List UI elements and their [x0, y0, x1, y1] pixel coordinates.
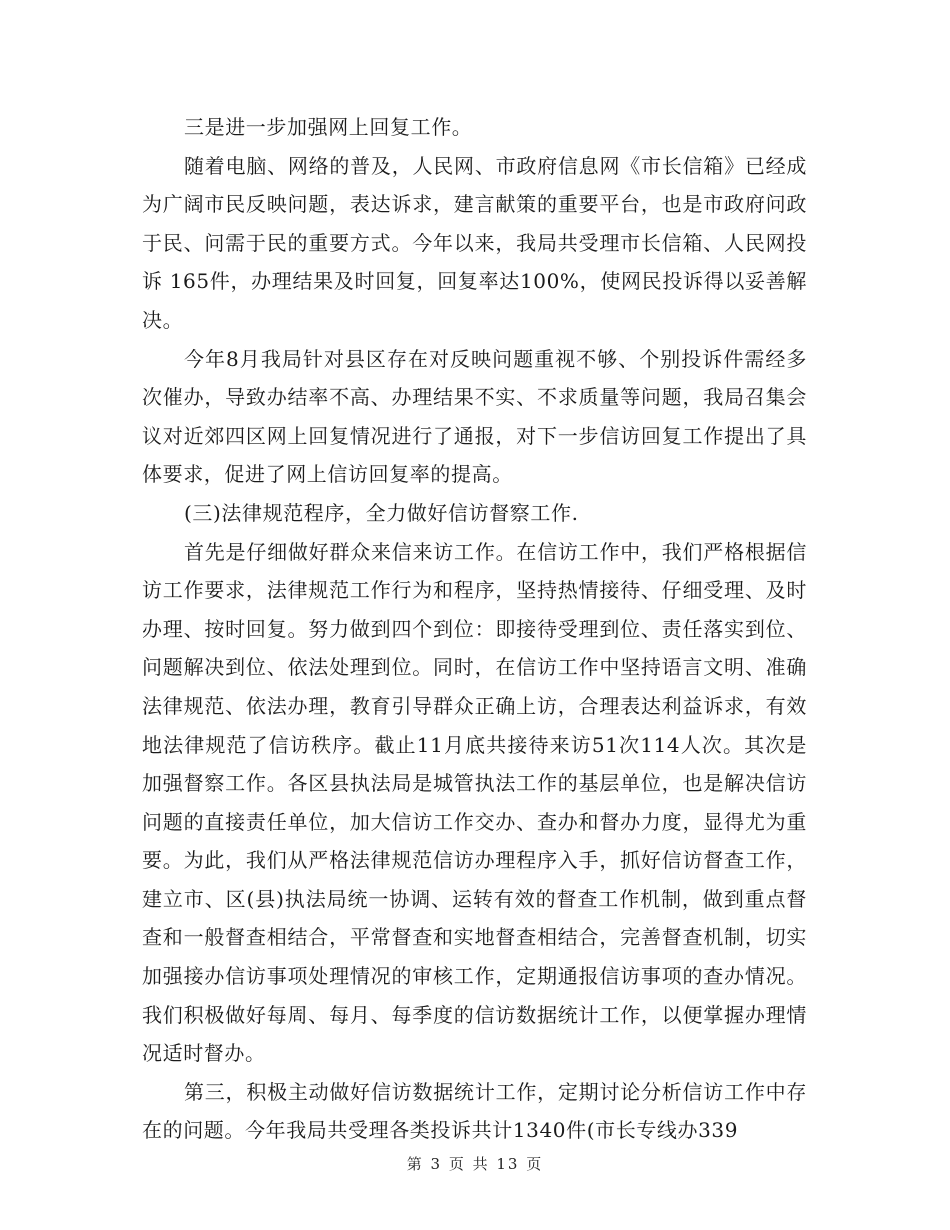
page-footer: 第 3 页 共 13 页: [406, 1155, 544, 1173]
document-body: [142, 108, 807, 1150]
paragraph-1: 三是进一步加强网上回复工作。: [184, 115, 473, 139]
paragraph-3: 今年8月我局针对县区存在对反映问题重视不够、个别投诉件需经多次催办，导致办结率不高、办理结果不实、不求质量等问题，我局召集会议对近郊四区网上回复情况进行了通报，对下一步信访回复工作提出了具体要求，促进了网上信访回复率的提高。: [142, 346, 807, 487]
section-heading: (三)法律规范程序，全力做好信访督察工作.: [184, 500, 579, 525]
paragraph-2: 随着电脑、网络的普及，人民网、市政府信息网《市长信箱》已经成为广阔市民反映问题，表达诉求，建言献策的重要平台，也是市政府问政于民、问需于民的重要方式。今年以来，我局共受理市长信箱、人民网投诉 165件，办理结果及时回复，回复率达100%，使网民投诉得以妥善解决。: [142, 153, 807, 332]
paragraph-4: 首先是仔细做好群众来信来访工作。在信访工作中，我们严格根据信访工作要求，法律规范工作行为和程序，坚持热情接待、仔细受理、及时办理、按时回复。努力做到四个到位：即接待受理到位、责任落实到位、问题解决到位、依法处理到位。同时，在信访工作中坚持语言文明、准确法律规范、依法办理，教育引导群众正确上访，合理表达利益诉求，有效地法律规范了信访秩序。截止11月底共接待来访51次114人次。其次是加强督察工作。各区县执法局是城管执法工作的基层单位，也是解决信访问题的直接责任单位，加大信访工作交办、查办和督办力度，显得尤为重要。为此，我们从严格法律规范信访办理程序入手，抓好信访督查工作，建立市、区(县)执法局统一协调、运转有效的督查工作机制，做到重点督查和一般督查相结合，平常督查和实地督查相结合，完善督查机制，切实加强接办信访事项处理情况的审核工作，定期通报信访事项的查办情况。我们积极做好每周、每月、每季度的信访数据统计工作，以便掌握办理情况适时督办。: [142, 539, 807, 1066]
paragraph-5: 第三，积极主动做好信访数据统计工作，定期讨论分析信访工作中存在的问题。今年我局共受理各类投诉共计1340件(市长专线办339: [142, 1079, 807, 1143]
